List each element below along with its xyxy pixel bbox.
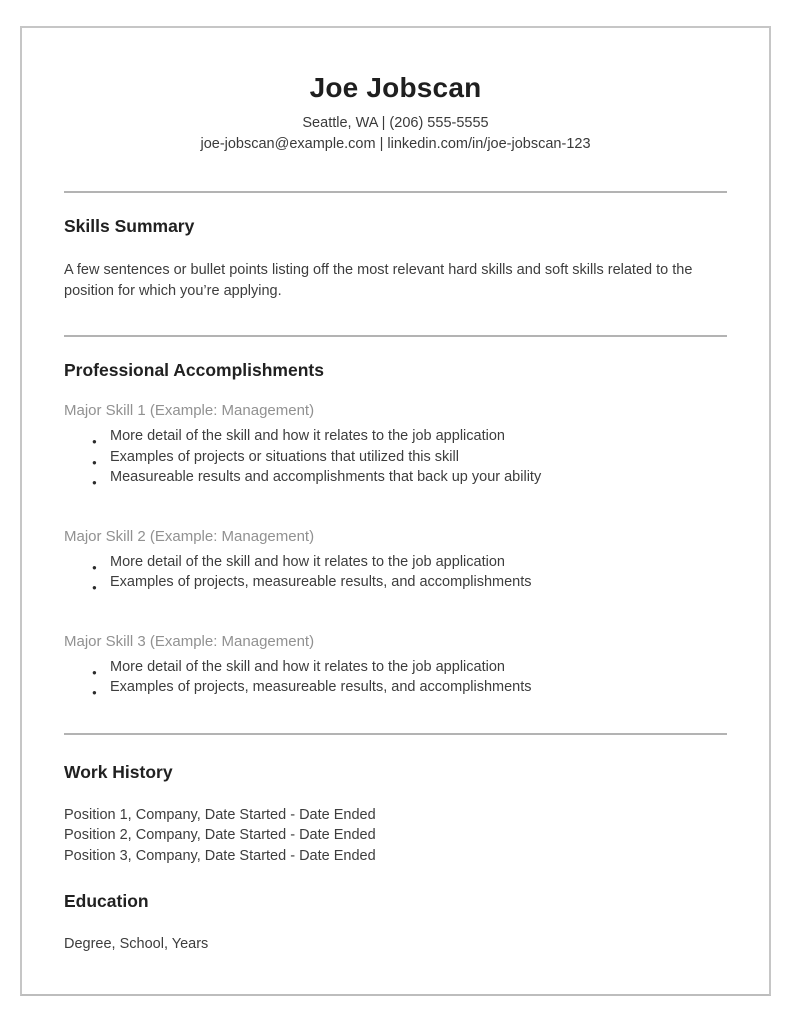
professional-accomplishments-title: Professional Accomplishments — [64, 360, 324, 380]
positions-list — [64, 805, 727, 867]
section-divider — [64, 191, 727, 193]
position-line: Position 1, Company, Date Started - Date Ended — [64, 806, 376, 823]
skill-bullet: ● Measureable results and accomplishments that back up your ability — [110, 467, 727, 488]
resume-page — [20, 26, 771, 996]
section-divider — [64, 733, 727, 735]
position-line: Position 3, Company, Date Started - Date Ended — [64, 847, 376, 864]
professional-accomplishments-section — [64, 360, 727, 698]
skills-summary-title: Skills Summary — [64, 216, 195, 236]
section-divider — [64, 335, 727, 337]
person-name: Joe Jobscan — [309, 72, 482, 103]
skill-group-3 — [64, 633, 727, 698]
skills-summary-body: A few sentences or bullet points listing off the most relevant hard skills and soft skills related to the position for which you’re applying. — [64, 262, 693, 299]
work-history-title: Work History — [64, 761, 173, 782]
skill-bullet: ● Examples of projects or situations that utilized this skill — [110, 447, 727, 468]
skill-bullet-list — [64, 657, 727, 698]
skill-group-2 — [64, 528, 727, 593]
skill-bullet-list — [64, 426, 727, 488]
skill-bullet-list — [64, 552, 727, 593]
skill-bullet: ● Examples of projects, measureable results, and accomplishments — [110, 677, 727, 698]
education-section — [64, 891, 727, 955]
position-line: Position 2, Company, Date Started - Date Ended — [64, 827, 376, 843]
resume-header — [64, 72, 727, 155]
skill-group-1 — [64, 402, 727, 488]
contact-location-phone: Seattle, WA | (206) 555-5555 — [302, 115, 489, 131]
skill-bullet: ● More detail of the skill and how it relates to the job application — [110, 426, 727, 447]
education-line: Degree, School, Years — [64, 936, 209, 952]
education-title: Education — [64, 891, 149, 911]
education-list — [64, 934, 727, 955]
skill-bullet: ● More detail of the skill and how it relates to the job application — [110, 552, 727, 573]
skill-group-label: Major Skill 2 (Example: Management) — [64, 527, 315, 545]
contact-email-linkedin: joe-jobscan@example.com | linkedin.com/in/joe-jobscan-123 — [200, 136, 591, 152]
work-history-section — [64, 762, 727, 867]
skill-bullet: ● Examples of projects, measureable results, and accomplishments — [110, 572, 727, 593]
skill-group-label: Major Skill 1 (Example: Management) — [64, 402, 315, 419]
skill-group-label: Major Skill 3 (Example: Management) — [64, 632, 315, 650]
skill-bullet: ● More detail of the skill and how it relates to the job application — [110, 657, 727, 678]
skills-summary-section — [64, 216, 727, 302]
